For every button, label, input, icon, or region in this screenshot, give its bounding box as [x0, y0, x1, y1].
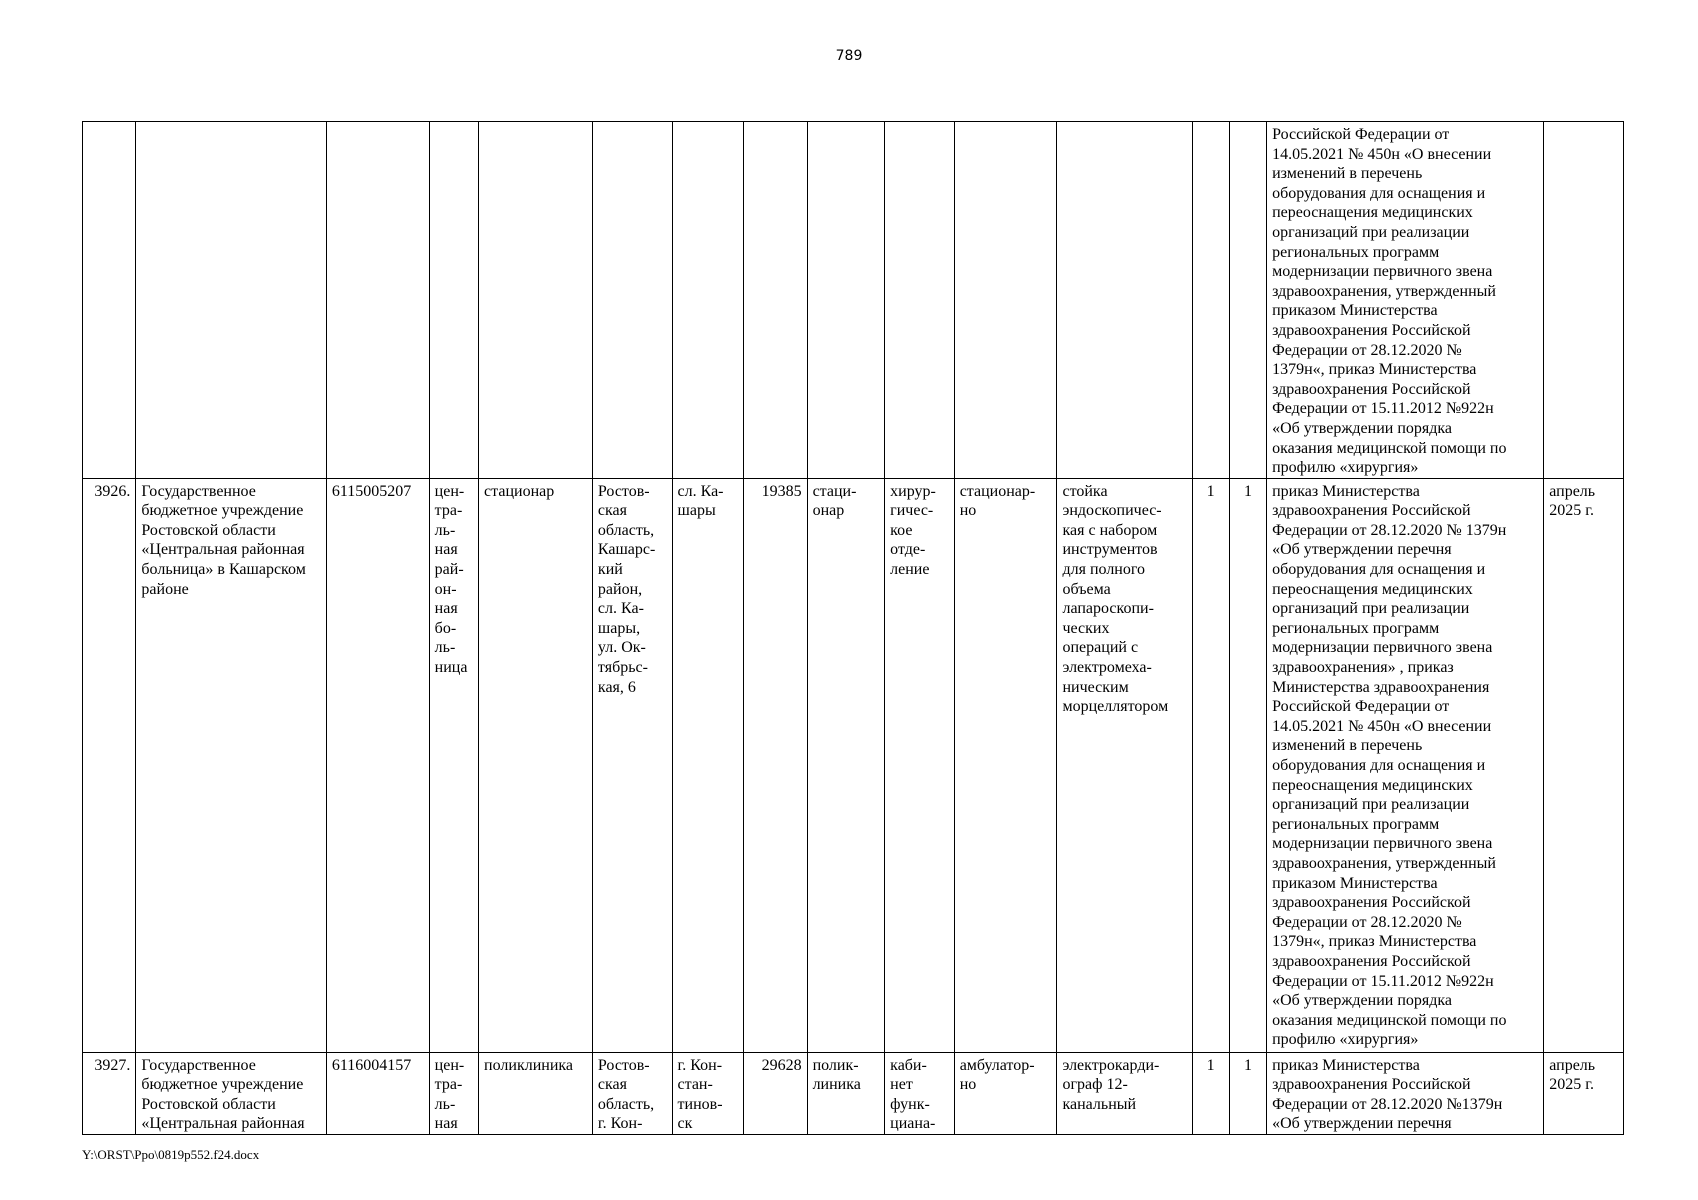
inn-cell: 6115005207 — [326, 478, 429, 1052]
table-row — [83, 478, 1624, 1052]
department-cell — [885, 122, 955, 479]
organization-cell — [136, 122, 326, 479]
organization-type-cell — [429, 122, 478, 479]
organization-type-cell: цен- тра- ль- ная — [429, 1052, 478, 1134]
department-cell: хирур- гичес- кое отде- ление — [885, 478, 955, 1052]
settlement-cell: сл. Ка- шары — [672, 478, 744, 1052]
date-cell: апрель 2025 г. — [1544, 1052, 1624, 1134]
quantity-cell: 1 — [1192, 1052, 1229, 1134]
care-mode-cell: амбулатор- но — [954, 1052, 1057, 1134]
equipment-cell: электрокарди- ограф 12- канальный — [1057, 1052, 1192, 1134]
equipment-table — [82, 121, 1624, 1135]
unit-cell — [479, 122, 593, 479]
population-cell: 19385 — [744, 478, 807, 1052]
settlement-cell: г. Кон- стан- тинов- ск — [672, 1052, 744, 1134]
row-number-cell: 3926. — [83, 478, 136, 1052]
unit-kind-cell: стаци- онар — [807, 478, 885, 1052]
address-cell: Ростов- ская область, г. Кон- — [592, 1052, 672, 1134]
equipment-cell — [1057, 122, 1192, 479]
unit-kind-cell: полик- линика — [807, 1052, 885, 1134]
population-cell — [744, 122, 807, 479]
care-mode-cell — [954, 122, 1057, 479]
organization-type-cell: цен- тра- ль- ная рай- он- ная бо- ль- ница — [429, 478, 478, 1052]
care-mode-cell: стационар- но — [954, 478, 1057, 1052]
population-cell: 29628 — [744, 1052, 807, 1134]
legal-basis-cell: приказ Министерства здравоохранения Российской Федерации от 28.12.2020 № 1379н «Об утверждении перечня оборудования для оснащения и переоснащения медицинских организаций при реализации региональных программ модернизации первичного звена здравоохранения» , приказ Министерства здравоохранения Российской Федерации от 14.05.2021 № 450н «О внесении изменений в перечень оборудования для оснащения и переоснащения медицинских организаций при реализации региональных программ модернизации первичного звена здравоохранения, утвержденный приказом Министерства здравоохранения Российской Федерации от 28.12.2020 № 1379н«, приказ Министерства здравоохранения Российской Федерации от 15.11.2012 №922н «Об утверждении порядка оказания медицинской помощи по профилю «хирургия» — [1267, 478, 1544, 1052]
quantity-cell — [1192, 122, 1229, 479]
organization-cell: Государственное бюджетное учреждение Ростовской области «Центральная районная — [136, 1052, 326, 1134]
organization-cell: Государственное бюджетное учреждение Ростовской области «Центральная районная больница» в Кашарском районе — [136, 478, 326, 1052]
date-cell — [1544, 122, 1624, 479]
table-row — [83, 122, 1624, 479]
quantity-cell: 1 — [1192, 478, 1229, 1052]
inn-cell — [326, 122, 429, 479]
equipment-cell: стойка эндоскопичес- кая с набором инструментов для полного объема лапароскопи- ческих операций с электромеха- ническим морцеллятором — [1057, 478, 1192, 1052]
department-cell: каби- нет функ- циана- — [885, 1052, 955, 1134]
quantity-cell: 1 — [1229, 478, 1266, 1052]
quantity-cell: 1 — [1229, 1052, 1266, 1134]
file-path-footer: Y:\ORST\Ppo\0819p552.f24.docx — [82, 1147, 260, 1162]
table-row — [83, 1052, 1624, 1134]
unit-kind-cell — [807, 122, 885, 479]
quantity-cell — [1229, 122, 1266, 479]
row-number-cell: 3927. — [83, 1052, 136, 1134]
inn-cell: 6116004157 — [326, 1052, 429, 1134]
unit-cell: стационар — [479, 478, 593, 1052]
address-cell: Ростов- ская область, Кашарс- кий район, сл. Ка- шары, ул. Ок- тябрьс- кая, 6 — [592, 478, 672, 1052]
unit-cell: поликлиника — [479, 1052, 593, 1134]
page-number: 789 — [835, 48, 863, 64]
address-cell — [592, 122, 672, 479]
legal-basis-cell: приказ Министерства здравоохранения Российской Федерации от 28.12.2020 №1379н «Об утверждении перечня — [1267, 1052, 1544, 1134]
settlement-cell — [672, 122, 744, 479]
row-number-cell — [83, 122, 136, 479]
legal-basis-cell: Российской Федерации от 14.05.2021 № 450н «О внесении изменений в перечень оборудования для оснащения и переоснащения медицинских организаций при реализации региональных программ модернизации первичного звена здравоохранения, утвержденный приказом Министерства здравоохранения Российской Федерации от 28.12.2020 № 1379н«, приказ Министерства здравоохранения Российской Федерации от 15.11.2012 №922н «Об утверждении порядка оказания медицинской помощи по профилю «хирургия» — [1267, 122, 1544, 479]
date-cell: апрель 2025 г. — [1544, 478, 1624, 1052]
